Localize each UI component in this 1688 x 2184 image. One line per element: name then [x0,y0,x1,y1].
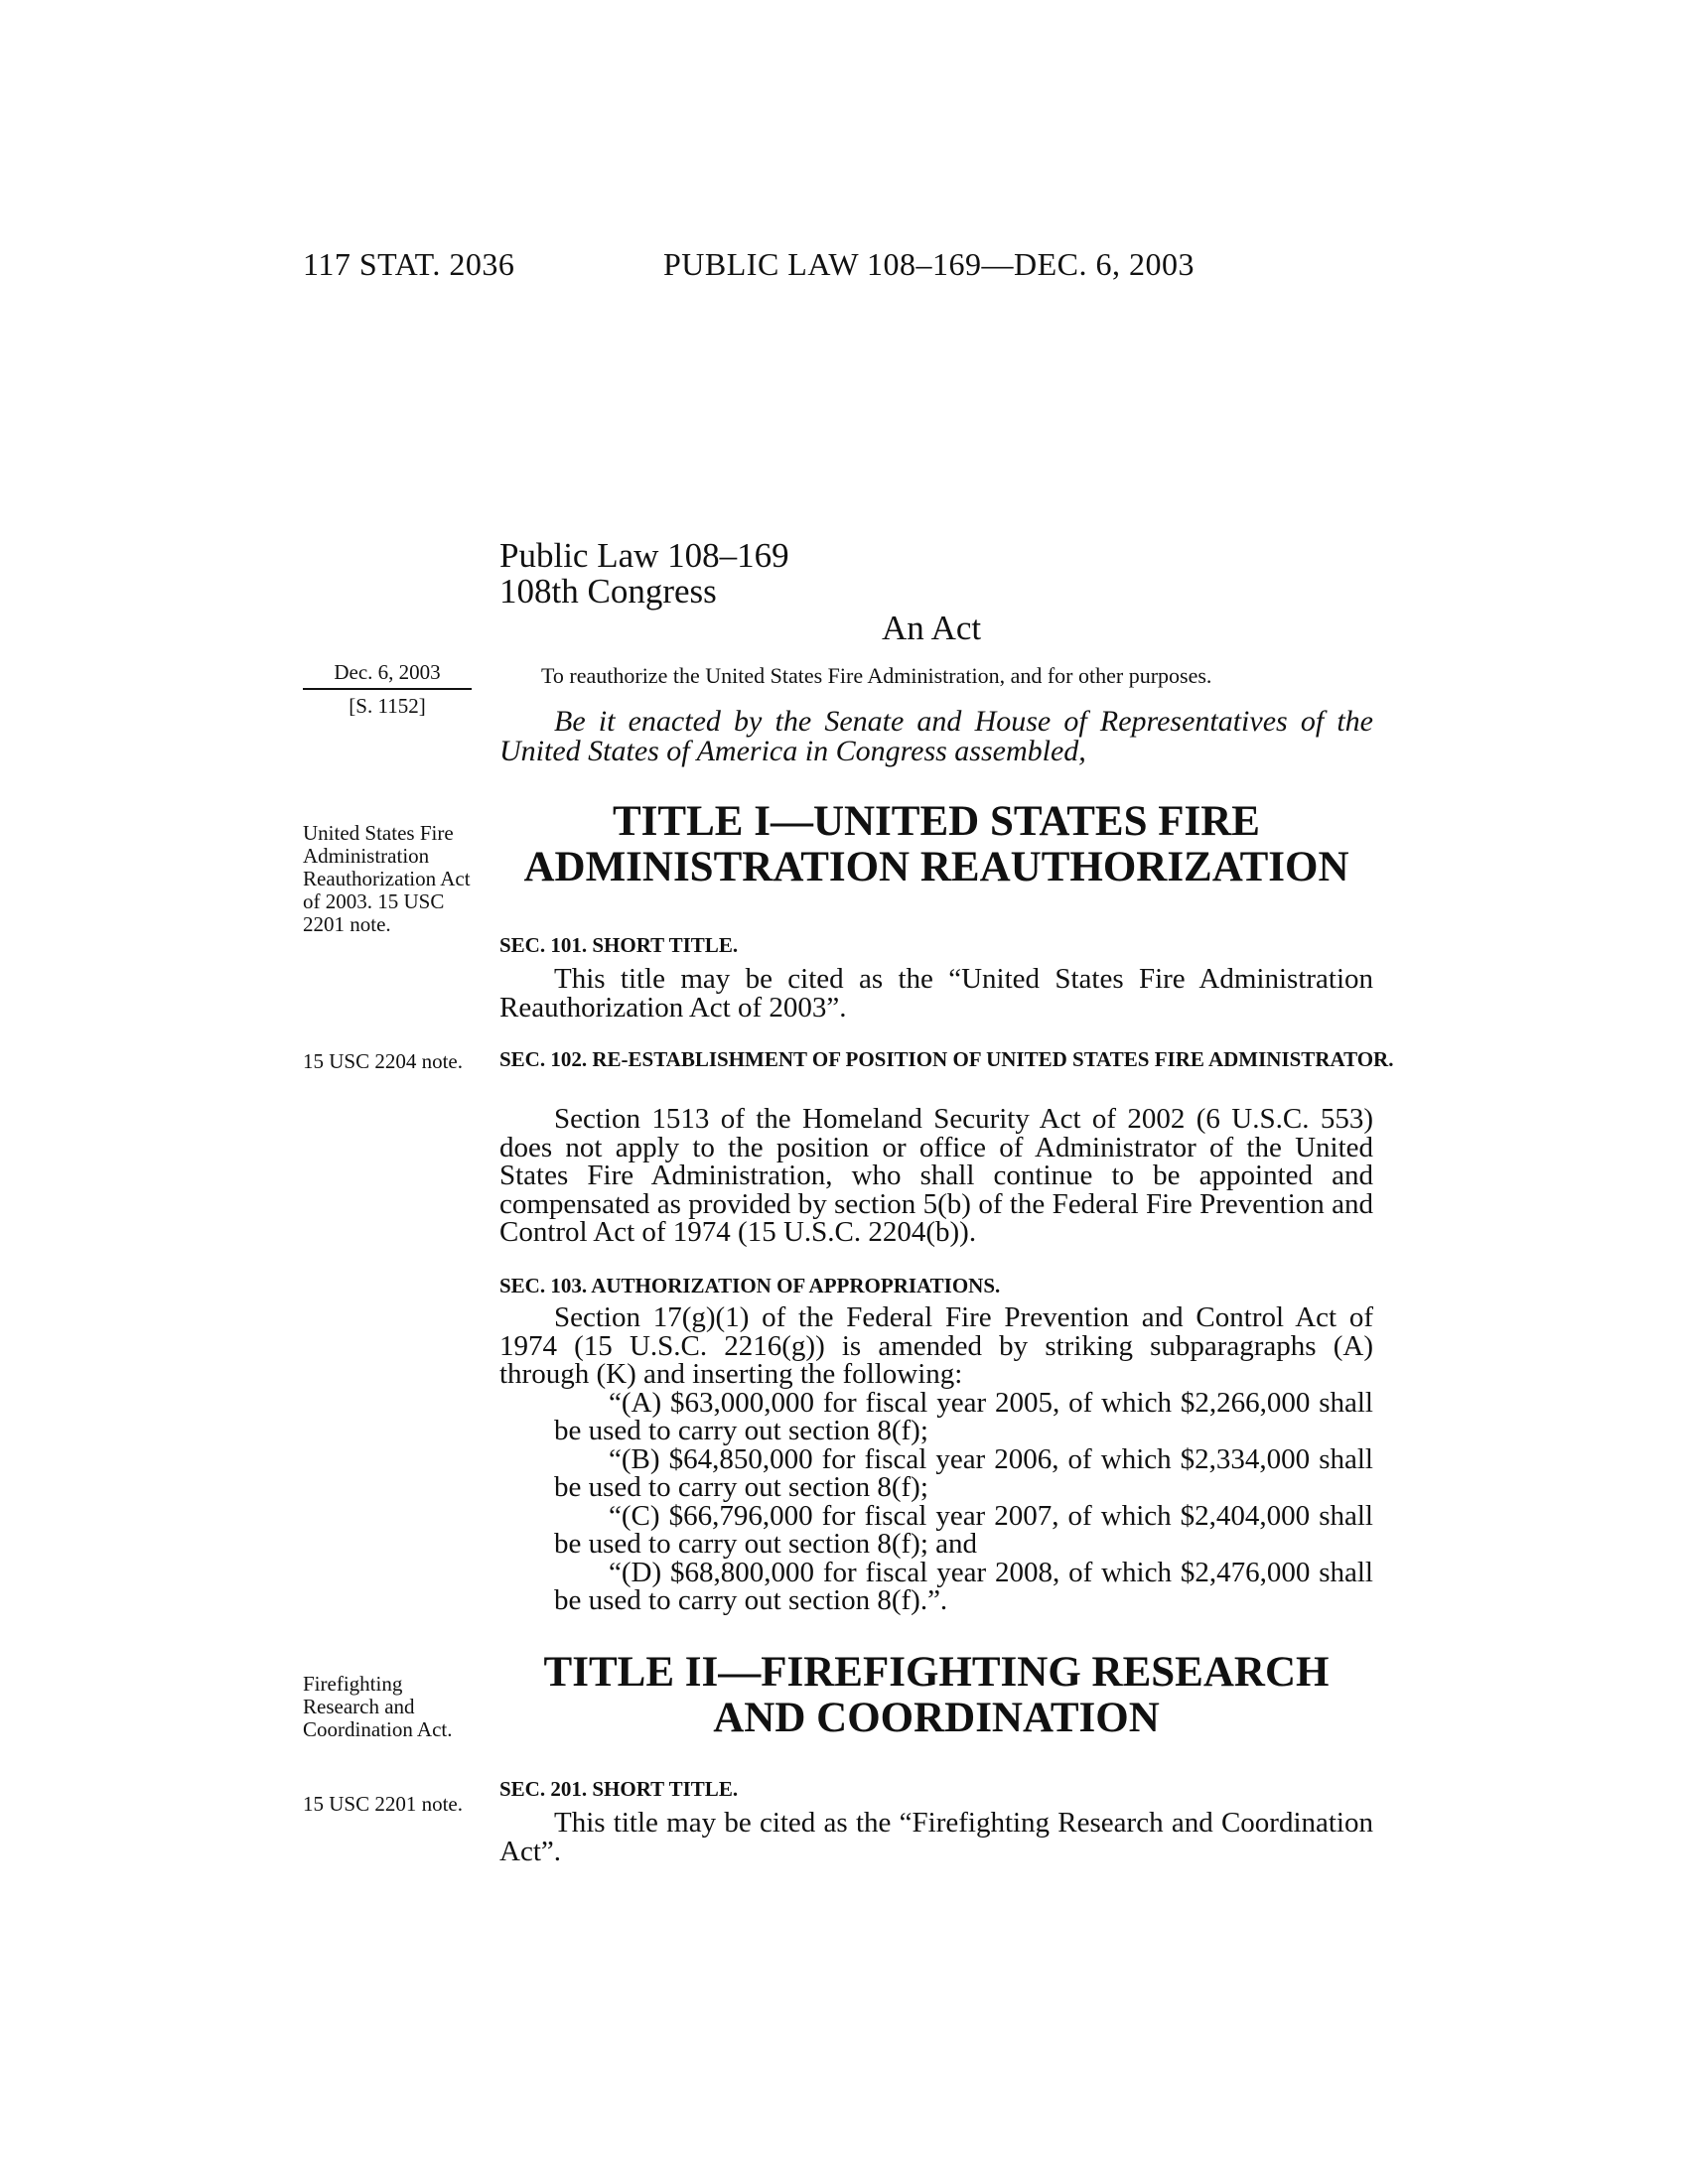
margin-note-title2: Firefighting Research and Coordination Act. [303,1672,453,1741]
sec103-heading: SEC. 103. AUTHORIZATION OF APPROPRIATIONS. [499,1274,1001,1297]
bill-number: [S. 1152] [349,694,426,718]
sec103-item-d: “(D) $68,800,000 for fiscal year 2008, of which $2,476,000 shall be used to carry out section 8(f).”. [554,1556,1373,1616]
enactment-date: Dec. 6, 2003 [334,660,441,684]
public-law-number: Public Law 108–169 [499,536,789,575]
date-divider [303,688,472,690]
title2-heading [499,1650,1373,1741]
sec103-item-c: “(C) $66,796,000 for fiscal year 2007, of which $2,404,000 shall be used to carry out section 8(f); and [554,1499,1373,1560]
sec103-item-a: “(A) $63,000,000 for fiscal year 2005, of which $2,266,000 shall be used to carry out section 8(f); [554,1386,1373,1446]
sec103-item-b: “(B) $64,850,000 for fiscal year 2006, of which $2,334,000 shall be used to carry out section 8(f); [554,1442,1373,1503]
running-head: PUBLIC LAW 108–169—DEC. 6, 2003 [663,246,1196,282]
title2-heading-line1: TITLE II—FIREFIGHTING RESEARCH [543,1649,1330,1696]
sec201-text: This title may be cited as the “Firefighting Research and Coordination Act”. [499,1807,1373,1867]
title2-heading-line2: AND COORDINATION [713,1695,1160,1741]
sec102-heading: SEC. 102. RE-ESTABLISHMENT OF POSITION OF UNITED STATES FIRE ADMINISTRATOR. [499,1047,1394,1071]
sec101-heading: SEC. 101. SHORT TITLE. [499,933,739,957]
act-purpose: To reauthorize the United States Fire Administration, and for other purposes. [541,663,1212,688]
title1-heading-line1: TITLE I—UNITED STATES FIRE [613,798,1260,845]
sec101-text: This title may be cited as the “United States Fire Administration Reauthorization Act of 2003”. [499,963,1373,1024]
title1-heading [499,799,1373,890]
an-act-label: An Act [882,609,982,647]
congress-number: 108th Congress [499,572,717,611]
margin-note-title1: United States Fire Administration Reauthorization Act of 2003. 15 USC 2201 note. [303,821,471,936]
margin-note-sec102: 15 USC 2204 note. [303,1049,464,1073]
enacting-clause: Be it enacted by the Senate and House of Representatives of the United States of America in Congress assembled, [499,705,1373,767]
stat-page-number: 117 STAT. 2036 [303,246,515,282]
sec102-text: Section 1513 of the Homeland Security Act of 2002 (6 U.S.C. 553) does not apply to the position or office of Administrator of the United States Fire Administration, who shall continue to be appointed and compensated as provided by section 5(b) of the Federal Fire Prevention and Control Act of 1974 (15 U.S.C. 2204(b)). [499,1103,1373,1248]
margin-note-sec201: 15 USC 2201 note. [303,1792,464,1816]
title1-heading-line2: ADMINISTRATION REAUTHORIZATION [523,844,1349,890]
sec103-text: Section 17(g)(1) of the Federal Fire Prevention and Control Act of 1974 (15 U.S.C. 2216(g)) is amended by striking subparagraphs (A) through (K) and inserting the following: [499,1301,1373,1390]
sec103-body [499,1303,1373,1615]
sec201-heading: SEC. 201. SHORT TITLE. [499,1777,739,1801]
